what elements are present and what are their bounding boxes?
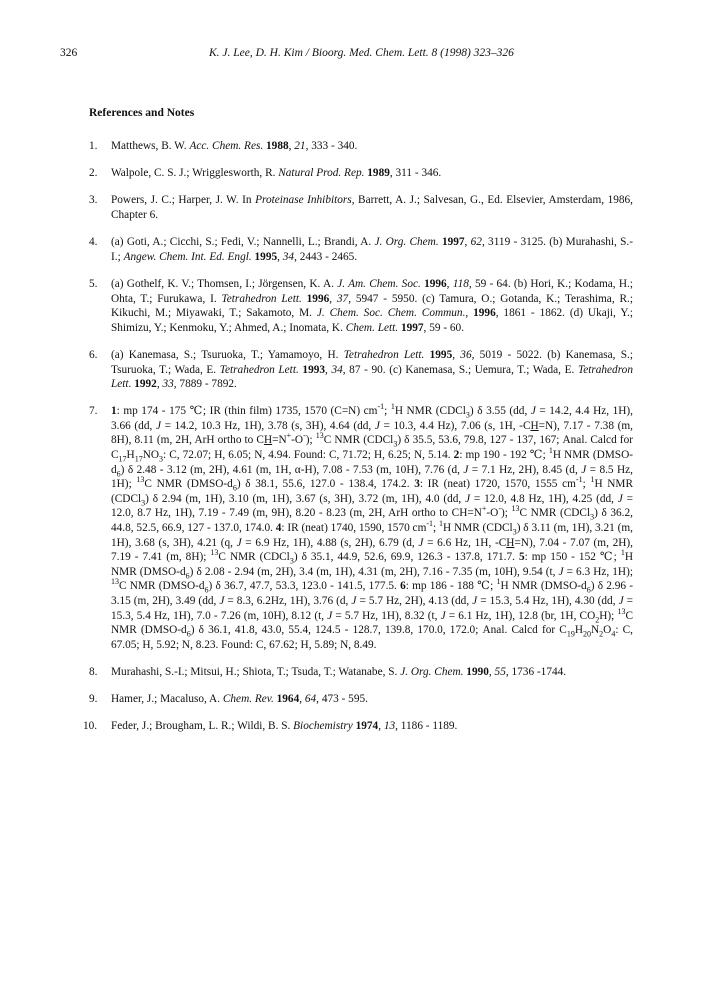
reference-text-run: (a) Kanemasa, S.; Tsuruoka, T.; Yamamoyo, H. bbox=[111, 348, 344, 361]
reference-text-run: Murahashi, S.-I.; Mitsui, H.; Shiota, T.; Tsuda, T.; Watanabe, S. bbox=[111, 665, 401, 678]
reference-text-run: = 14.2, 4.4 Hz, 1H), 3.66 (dd, bbox=[111, 405, 633, 432]
reference-text-run: Biochemistry bbox=[293, 720, 353, 733]
reference-text-run: -O bbox=[486, 507, 499, 520]
reference-item bbox=[89, 277, 633, 335]
reference-text-run: 3 bbox=[141, 498, 146, 508]
reference-text-run: C NMR (CDCl bbox=[519, 507, 591, 520]
reference-text-run: , 59 - 64. (b) Hori, K.; Kodama, H.; Ohta, T.; Furukawa, I. bbox=[111, 277, 634, 305]
reference-text-run: J bbox=[617, 492, 623, 505]
reference-text bbox=[111, 139, 633, 154]
reference-number: 6. bbox=[89, 348, 98, 361]
reference-item bbox=[83, 719, 633, 734]
reference-text-run: H NMR (CDCl bbox=[443, 522, 513, 535]
reference-text-run: 1 bbox=[548, 446, 553, 456]
reference-text-run: 33 bbox=[162, 378, 174, 391]
reference-text-run: J bbox=[465, 492, 471, 505]
reference-text-run: ; bbox=[384, 405, 391, 418]
reference-text-run: 1997 bbox=[441, 236, 465, 249]
reference-text-run: 19 bbox=[566, 629, 575, 639]
reference-text-run: J bbox=[418, 536, 424, 549]
reference-text-run: H bbox=[126, 449, 135, 462]
reference-text-run: C NMR (DMSO-d bbox=[119, 580, 205, 593]
reference-text-run: Matthews, B. W. bbox=[111, 140, 190, 152]
reference-text-run: J bbox=[530, 405, 536, 418]
reference-text-run: , 5019 - 5022. (b) Kanemasa, S.; Tsuruoka, T.; Wada, E. bbox=[111, 348, 633, 376]
reference-text-run: = 6.6 Hz, 1H, -C bbox=[423, 536, 507, 549]
reference-text-run: 20 bbox=[582, 629, 591, 639]
reference-text-run: = 14.2, 10.3 Hz, 1H), 3.78 (s, 3H), 4.64 (dd, bbox=[160, 419, 375, 432]
reference-text-run: 1 bbox=[496, 577, 501, 587]
reference-text-run: 62 bbox=[470, 236, 482, 249]
reference-text-run: , bbox=[329, 292, 337, 305]
reference-text-run: ) δ 36.2, 44.8, 52.5, 66.9, 127 - 137.0, 174.0. bbox=[111, 507, 633, 535]
reference-text-run: 13 bbox=[315, 431, 324, 441]
reference-text bbox=[111, 404, 633, 652]
reference-text bbox=[111, 235, 633, 264]
reference-text-run: 2 bbox=[453, 449, 460, 462]
reference-text-run: = 5.7 Hz, 1H), 8.32 (t, bbox=[332, 609, 441, 622]
reference-text-run: 1995 bbox=[254, 250, 278, 263]
reference-item bbox=[89, 665, 633, 680]
reference-text-run: , bbox=[299, 693, 305, 706]
reference-number: 10. bbox=[83, 720, 98, 733]
reference-text-run: = 6.9 Hz, 1H), 4.88 (s, 2H), 6.79 (d, bbox=[241, 536, 419, 549]
reference-number: 8. bbox=[89, 665, 98, 678]
reference-text-run: NO bbox=[142, 449, 160, 462]
reference-text-run: 3 bbox=[590, 512, 595, 522]
reference-text-run: N bbox=[590, 624, 600, 637]
reference-text-run: 3 bbox=[393, 439, 398, 449]
reference-text-run: Tetrahedron Lett. bbox=[221, 292, 302, 305]
reference-text-run: = 6.1 Hz, 1H), 12.8 (br, 1H, CO bbox=[445, 609, 596, 622]
reference-text-run: Hamer, J.; Macaluso, A. bbox=[111, 693, 223, 706]
reference-text-run: ) δ 3.55 (dd, bbox=[469, 405, 531, 418]
reference-text-run: J. Am. Chem. Soc. bbox=[337, 277, 421, 290]
reference-text-run: Acc. Chem. Res. bbox=[189, 140, 264, 152]
reference-text-run: : C, 72.07; H, 6.05; N, 4.94. Found: C, 71.72; H, 6.25; N, 5.14. bbox=[163, 449, 454, 462]
reference-text-run: 6 bbox=[116, 468, 121, 478]
reference-text-run: H NMR (DMSO-d bbox=[111, 449, 634, 476]
reference-text-run: Feder, J.; Brougham, L. R.; Wildi, B. S. bbox=[111, 720, 294, 733]
reference-text-run: , bbox=[325, 363, 332, 376]
reference-text-run: , 1861 - 1862. (d) Ukaji, Y.; Shimizu, Y.; Kenmoku, Y.; Ahmed, A.; Inomata, K. bbox=[111, 307, 633, 334]
reference-text-run: 1 bbox=[111, 405, 117, 418]
reference-text-run: J bbox=[155, 419, 161, 432]
reference-text-run: , Barrett, A. J.; Salvesan, G., Ed. Elsevier, Amsterdam, 1986, Chapter 6. bbox=[111, 194, 634, 221]
reference-text-run: , 2443 - 2465. bbox=[294, 250, 358, 263]
reference-text bbox=[111, 692, 633, 707]
reference-text-run: 1 bbox=[439, 519, 444, 529]
reference-text-run: 4 bbox=[275, 522, 282, 535]
reference-number: 7. bbox=[89, 405, 98, 418]
reference-text-run: (a) Gothelf, K. V.; Thomsen, I.; Jörgensen, K. A. bbox=[111, 277, 338, 290]
reference-text-run: C NMR (DMSO-d bbox=[144, 478, 233, 491]
reference-text-run: : mp 150 - 152 ℃; bbox=[524, 551, 621, 564]
reference-text-run: Chem. Lett. bbox=[345, 321, 399, 334]
reference-text-run: , 59 - 60. bbox=[423, 321, 465, 334]
reference-text-run: , 333 - 340. bbox=[305, 140, 358, 152]
reference-text-run: Natural Prod. Rep. bbox=[278, 167, 365, 180]
page-number: 326 bbox=[60, 47, 78, 59]
reference-text-run: = 15.3, 5.4 Hz, 1H), 4.30 (dd, bbox=[477, 595, 619, 607]
reference-text-run: = 7.1 Hz, 2H), 8.45 (d, bbox=[468, 463, 582, 476]
reference-text-run: J bbox=[472, 595, 478, 607]
reference-text-run: H NMR (DMSO-d bbox=[111, 551, 633, 578]
reference-text-run: J bbox=[581, 463, 587, 476]
reference-text-run: 3 bbox=[414, 478, 420, 491]
reference-text-run: : C, 67.05; H, 5.92; N, 8.23. Found: C, 67.62; H, 5.89; N, 8.49. bbox=[111, 624, 633, 651]
reference-item bbox=[89, 193, 633, 222]
reference-text-run: -1 bbox=[377, 402, 385, 412]
reference-text bbox=[111, 348, 633, 392]
reference-text-run: 1996 bbox=[306, 292, 330, 305]
reference-text-run: ; bbox=[582, 478, 591, 491]
reference-item bbox=[89, 166, 633, 181]
reference-text-run: J. Chem. Soc. Chem. Commun. bbox=[316, 307, 466, 320]
reference-number: 4. bbox=[89, 236, 98, 249]
reference-text bbox=[111, 665, 633, 680]
reference-text-run: , 311 - 346. bbox=[389, 167, 442, 180]
reference-text-run: ) δ 38.1, 55.6, 127.0 - 138.4, 174.2. bbox=[236, 478, 415, 491]
reference-text-run: 1988 bbox=[266, 140, 289, 152]
reference-text-run: H bbox=[530, 419, 539, 432]
reference-text-run: 34 bbox=[331, 363, 343, 376]
reference-text-run: H); bbox=[599, 609, 618, 622]
reference-text-run: H bbox=[506, 536, 515, 549]
reference-text-run: 2 bbox=[599, 629, 604, 639]
reference-text-run: : mp 190 - 192 ℃; bbox=[459, 449, 549, 462]
reference-item bbox=[89, 692, 633, 707]
reference-text-run: J bbox=[440, 609, 446, 622]
reference-text-run: Tetrahedron Lett. bbox=[111, 363, 633, 391]
reference-text-run: , bbox=[446, 277, 453, 290]
reference-text-run: H NMR (CDCl bbox=[111, 478, 634, 505]
reference-text-run: ) δ 36.1, 41.8, 43.0, 55.4, 124.5 - 128.7, 139.8, 170.0, 172.0; Anal. Calcd for C bbox=[190, 624, 567, 637]
reference-text-run: 6 bbox=[400, 580, 406, 593]
reference-text-run: J bbox=[618, 595, 624, 607]
reference-text-run: ) δ 2.96 - 3.15 (m, 2H), 3.49 (dd, bbox=[111, 580, 633, 607]
reference-text-run: 13 bbox=[136, 475, 145, 485]
reference-text-run: = 5.7 Hz, 2H), 4.13 (dd, bbox=[356, 595, 473, 607]
reference-text-run: -1 bbox=[426, 519, 434, 529]
reference-text-run: , 1736 -1744. bbox=[505, 665, 567, 678]
reference-text-run: - bbox=[498, 504, 502, 514]
reference-text-run: , bbox=[488, 665, 495, 678]
reference-text-run: Tetrahedron Lett. bbox=[343, 348, 425, 361]
reference-text-run: H bbox=[574, 624, 583, 637]
reference-text-run: : mp 174 - 175 ℃; IR (thin film) 1735, 1570 (C=N) cm bbox=[116, 405, 378, 418]
reference-text-run: 3 bbox=[465, 410, 470, 420]
reference-number: 3. bbox=[89, 194, 98, 207]
reference-text-run: = 8.3, 6.2Hz, 1H), 3.76 (d, bbox=[224, 595, 352, 607]
reference-text-run: 1 bbox=[620, 548, 625, 558]
reference-text-run: ) δ 35.5, 53.6, 79.8, 127 - 137, 167; Anal. Calcd for C bbox=[111, 434, 633, 462]
reference-text-run: 13 bbox=[383, 720, 396, 733]
reference-text-run: 6 bbox=[232, 483, 237, 493]
reference-text-run: 1974 bbox=[355, 720, 379, 733]
reference-text-run: ) δ 3.11 (m, 1H), 3.21 (m, 1H), 3.68 (s, 3H), 4.21 (q, bbox=[111, 522, 633, 549]
reference-text-run: ) δ 2.08 - 2.94 (m, 2H), 3.4 (m, 1H), 4.31 (m, 2H), 7.16 - 7.35 (m, 10H), 9.54 (t, bbox=[189, 565, 559, 578]
reference-text-run: ) δ 2.94 (m, 1H), 3.10 (m, 1H), 3.67 (s, 3H), 3.72 (m, 1H), 4.0 (dd, bbox=[145, 492, 466, 505]
reference-text-run: O bbox=[603, 624, 612, 637]
reference-text-run: , 1186 - 1189. bbox=[395, 720, 458, 733]
reference-text-run: 36 bbox=[460, 348, 472, 361]
reference-text-run: 1989 bbox=[367, 167, 390, 180]
reference-text-run: = 10.3, 4.4 Hz), 7.06 (s, 1H, -C bbox=[379, 419, 531, 432]
reference-text-run: 21 bbox=[294, 140, 306, 152]
reference-text-run: =N bbox=[272, 434, 287, 447]
reference-number: 9. bbox=[89, 693, 98, 706]
reference-text bbox=[111, 166, 633, 181]
reference-text-run: 1993 bbox=[302, 363, 326, 376]
reference-text-run: 3 bbox=[512, 527, 517, 537]
reference-text bbox=[111, 193, 633, 222]
reference-text-run: J. Org. Chem. bbox=[400, 665, 464, 678]
reference-text-run: , 473 - 595. bbox=[316, 693, 368, 706]
reference-text-run: ); bbox=[305, 434, 316, 447]
reference-number: 5. bbox=[89, 277, 98, 290]
reference-number: 2. bbox=[89, 167, 98, 180]
reference-text-run: 6 bbox=[586, 585, 591, 595]
reference-text-run: 1995 bbox=[429, 348, 453, 361]
reference-text-run: Powers, J. C.; Harper, J. W. In bbox=[111, 194, 256, 207]
reference-text-run: - bbox=[303, 431, 306, 441]
reference-text-run: 13 bbox=[111, 577, 119, 587]
reference-text-run: : mp 186 - 188 ℃; bbox=[405, 580, 497, 593]
reference-text-run: H bbox=[263, 434, 273, 447]
reference-text-run: Angew. Chem. Int. Ed. Engl. bbox=[123, 250, 252, 263]
reference-text-run: 17 bbox=[134, 454, 143, 464]
reference-text-run: 1 bbox=[390, 402, 395, 412]
reference-text-run: , bbox=[464, 236, 471, 249]
reference-text-run: 1992 bbox=[134, 378, 157, 391]
reference-text-run: , bbox=[378, 720, 384, 733]
reference-text-run: 4 bbox=[611, 629, 616, 639]
reference-text-run: , bbox=[156, 378, 163, 391]
reference-text-run: 64 bbox=[304, 693, 317, 706]
reference-text-run: Walpole, C. S. J.; Wrigglesworth, R. bbox=[111, 167, 279, 180]
reference-text-run: + bbox=[286, 431, 292, 441]
reference-text-run: 37 bbox=[336, 292, 349, 305]
reference-item bbox=[89, 235, 633, 264]
reference-text-run: 1996 bbox=[473, 307, 496, 320]
reference-text bbox=[111, 719, 633, 734]
reference-text-run: 118 bbox=[452, 277, 469, 290]
reference-text-run: Chem. Rev. bbox=[222, 693, 274, 706]
section-title: References and Notes bbox=[89, 107, 195, 119]
reference-text-run: = 12.0, 4.8 Hz, 1H), 4.25 (dd, bbox=[470, 492, 618, 505]
reference-text-run: , 3119 - 3125. (b) Murahashi, S.-I.; bbox=[111, 236, 633, 263]
reference-text-run: 1964 bbox=[276, 693, 300, 706]
reference-text-run: , 7889 - 7892. bbox=[173, 378, 237, 391]
reference-text-run: 5 bbox=[518, 551, 525, 564]
reference-text-run: C NMR (CDCl bbox=[218, 551, 290, 564]
reference-text-run: , 5947 - 5950. (c) Tamura, O.; Gotanda, K.; Terashima, R.; Kikuchi, M.; Miyawaki, T.; Sakamoto, M. bbox=[111, 292, 633, 320]
reference-text-run: 1996 bbox=[424, 277, 447, 290]
reference-text-run: 1 bbox=[590, 475, 595, 485]
reference-text-run: = 8.5 Hz, 1H); bbox=[111, 463, 633, 491]
reference-text-run: 3 bbox=[289, 556, 294, 566]
reference-text-run: , 87 - 90. (c) Kanemasa, S.; Uemura, T.; Wada, E. bbox=[342, 363, 578, 376]
reference-item bbox=[89, 139, 633, 154]
reference-text-run: : IR (neat) 1720, 1570, 1555 cm bbox=[419, 478, 576, 491]
reference-text-run: 13 bbox=[511, 504, 520, 514]
reference-text-run: J bbox=[236, 536, 242, 549]
reference-item bbox=[89, 348, 633, 392]
reference-text-run: C NMR (CDCl bbox=[323, 434, 394, 447]
reference-text-run: 13 bbox=[617, 606, 626, 616]
reference-text-run: Proteinase Inhibitors bbox=[255, 194, 352, 207]
reference-text-run: = 15.3, 5.4 Hz, 1H), 7.0 - 7.26 (m, 10H), 8.12 (t, bbox=[111, 595, 633, 622]
reference-text-run: J bbox=[374, 419, 380, 432]
reference-text-run: (a) Goti, A.; Cicchi, S.; Fedi, V.; Nannelli, L.; Brandi, A. bbox=[111, 236, 375, 249]
reference-text-run: ) δ 35.1, 44.9, 52.6, 69.9, 126.3 - 137.8, 171.7. bbox=[293, 551, 519, 564]
reference-text-run: J bbox=[463, 463, 469, 476]
reference-item bbox=[89, 404, 633, 652]
references-list bbox=[83, 139, 634, 747]
reference-text-run: =N), 7.17 - 7.38 (m, 8H), 8.11 (m, 2H, ArH ortho to C bbox=[111, 419, 633, 447]
reference-text-run: H NMR (CDCl bbox=[394, 405, 466, 418]
reference-text-run: 1990 bbox=[466, 665, 489, 678]
reference-text-run: 55 bbox=[494, 665, 506, 678]
reference-text-run: + bbox=[481, 504, 487, 514]
reference-text-run: J bbox=[219, 595, 225, 607]
reference-text-run: 13 bbox=[210, 548, 219, 558]
reference-text-run: , bbox=[277, 250, 283, 263]
reference-text-run: H NMR (DMSO-d bbox=[500, 580, 587, 593]
reference-text-run: 6 bbox=[204, 585, 209, 595]
reference-text-run: -1 bbox=[575, 475, 583, 485]
reference-text-run: 6 bbox=[185, 571, 190, 581]
reference-text-run: 6 bbox=[186, 629, 191, 639]
reference-text-run: Tetrahedron Lett. bbox=[219, 363, 299, 376]
reference-text-run: =N), 7.04 - 7.07 (m, 2H), 7.19 - 7.41 (m, 8H); bbox=[111, 536, 633, 564]
reference-text-run: 3 bbox=[159, 454, 164, 464]
reference-text-run: 2 bbox=[595, 614, 600, 624]
reference-text bbox=[111, 277, 633, 335]
reference-number: 1. bbox=[89, 140, 98, 152]
reference-text-run: ) δ 2.48 - 3.12 (m, 2H), 4.61 (m, 1H, α-H), 7.08 - 7.53 (m, 10H), 7.76 (d, bbox=[120, 463, 464, 476]
reference-text-run: -O bbox=[291, 434, 304, 447]
reference-text-run: ) δ 36.7, 47.7, 53.3, 123.0 - 141.5, 177.5. bbox=[208, 580, 401, 593]
reference-text-run: , bbox=[465, 307, 474, 320]
reference-text-run: ); bbox=[501, 507, 512, 520]
reference-text-run: 1997 bbox=[400, 321, 424, 334]
reference-text-run: ; bbox=[433, 522, 440, 535]
reference-text-run: J bbox=[351, 595, 357, 607]
reference-text-run: J bbox=[558, 565, 564, 578]
reference-text-run: : IR (neat) 1740, 1590, 1570 cm bbox=[281, 522, 427, 535]
running-head: K. J. Lee, D. H. Kim / Bioorg. Med. Chem. Lett. 8 (1998) 323–326 bbox=[209, 47, 514, 59]
reference-text-run: 34 bbox=[282, 250, 295, 263]
reference-text-run: 17 bbox=[118, 454, 127, 464]
reference-text-run: J. Org. Chem. bbox=[374, 236, 439, 249]
reference-text-run: , bbox=[288, 140, 295, 152]
reference-text-run: J bbox=[327, 609, 333, 622]
reference-text-run: , bbox=[452, 348, 461, 361]
reference-text-run: C NMR (DMSO-d bbox=[111, 609, 633, 637]
reference-text-run: = 12.0, 8.7 Hz, 1H), 7.19 - 7.49 (m, 9H), 8.20 - 8.23 (m, 2H, ArH ortho to CH=N bbox=[111, 492, 634, 520]
reference-text-run: = 6.3 Hz, 1H); bbox=[563, 565, 633, 578]
